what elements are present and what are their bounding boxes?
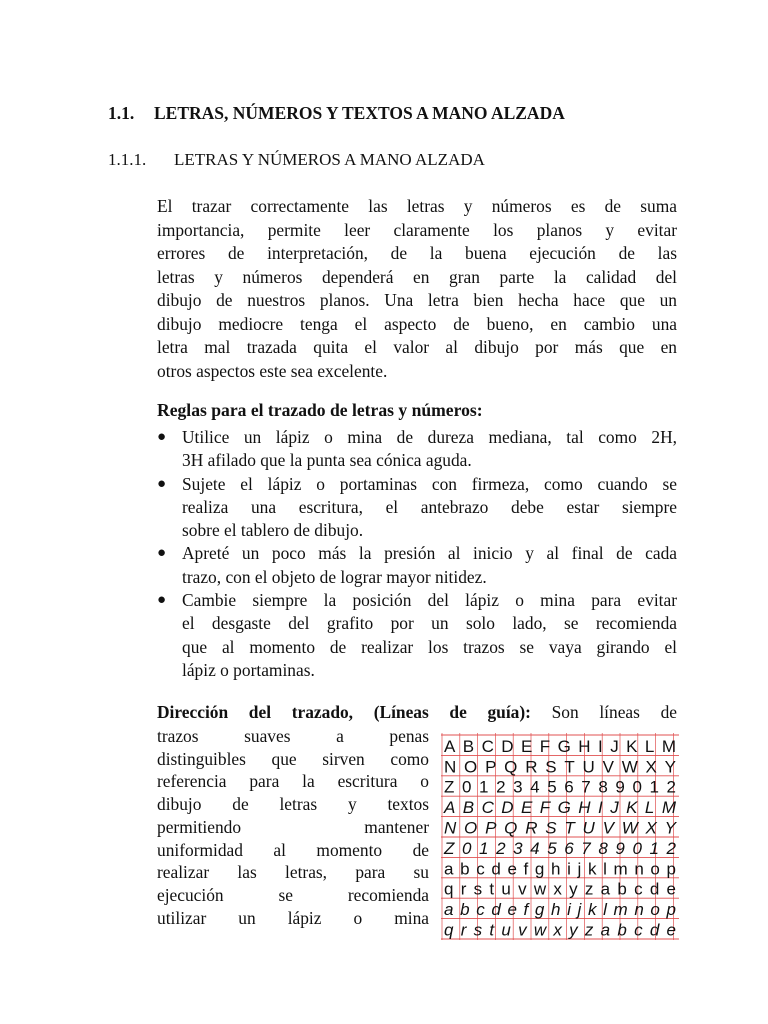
- direction-title: Dirección del trazado, (Líneas de guía):: [157, 702, 531, 722]
- rule-line: 3H afilado que la punta sea cónica aguda.: [182, 450, 472, 471]
- paragraph-line: errores de interpretación, de la buena ejecución de las: [157, 243, 677, 263]
- rule-line: realiza una escritura, el antebrazo debe estar siempre: [182, 496, 677, 517]
- paragraph-line: utilizar un lápiz o mina: [157, 907, 429, 928]
- rules-list: [157, 426, 677, 682]
- bullet-icon: ●: [157, 545, 167, 562]
- paragraph-line: letras y números dependerá en gran parte la calidad del: [157, 266, 677, 287]
- paragraph-line: trazos suaves a penas: [157, 726, 429, 746]
- rule-line: trazo, con el objeto de lograr mayor nitidez.: [182, 566, 487, 587]
- paragraph-line: dibujo mediocre tenga el aspecto de bueno, en cambio una: [157, 313, 677, 334]
- rule-line: Apreté un poco más la presión al inicio y al final de cada: [182, 543, 677, 564]
- paragraph-line: El trazar correctamente las letras y números es de suma: [157, 196, 677, 216]
- bullet-icon: ●: [157, 429, 167, 445]
- direction-heading-line: [157, 701, 677, 725]
- direction-heading: [157, 701, 677, 725]
- rule-line: Utilice un lápiz o mina de dureza mediana, tal como 2H,: [182, 427, 677, 447]
- section-number: 1.1.: [108, 103, 135, 123]
- paragraph-line: dibujo de letras y textos: [157, 794, 429, 815]
- direction-title-rest: Son líneas de: [530, 702, 677, 722]
- lettering-guide-chart: [441, 733, 679, 940]
- lettering-row: NOPQRSTUVWXY: [444, 818, 676, 838]
- lettering-row: qrstuvwxyzabcde: [444, 879, 676, 899]
- rule-item: [157, 589, 677, 682]
- paragraph-line: importancia, permite leer claramente los planos y evitar: [157, 219, 677, 240]
- rule-line: Sujete el lápiz o portaminas con firmeza, como cuando se: [182, 473, 677, 494]
- subsection-heading: [108, 150, 485, 170]
- rule-line: sobre el tablero de dibujo.: [182, 520, 364, 541]
- paragraph-line: otros aspectos este sea excelente.: [157, 360, 388, 381]
- rule-item: [157, 426, 677, 473]
- lettering-row: abcdefghijklmnop: [444, 859, 676, 879]
- rule-item: [157, 473, 677, 543]
- rules-heading: Reglas para el trazado de letras y números:: [157, 400, 483, 420]
- rule-item: [157, 542, 677, 589]
- paragraph-line: ejecución se recomienda: [157, 884, 429, 905]
- lettering-row: Z0123456789012: [444, 838, 676, 858]
- paragraph-line: permitiendo mantener: [157, 816, 429, 837]
- lettering-row: Z0123456789012: [444, 777, 676, 797]
- rule-line: lápiz o portaminas.: [182, 659, 315, 680]
- paragraph-line: dibujo de nuestros planos. Una letra bien hecha hace que un: [157, 290, 677, 310]
- lettering-row: NOPQRSTUVWXY: [444, 757, 676, 777]
- rule-line: el desgaste del grafito por un solo lado, se recomienda: [182, 613, 677, 634]
- paragraph-line: realizar las letras, para su: [157, 862, 429, 883]
- lettering-row: ABCDEFGHIJKLM: [444, 798, 676, 818]
- lettering-row: ABCDEFGHIJKLM: [444, 736, 676, 756]
- paragraph-line: letra mal trazada quita el valor al dibujo por más que en: [157, 337, 677, 357]
- bullet-icon: ●: [157, 592, 167, 609]
- bullet-icon: ●: [157, 475, 167, 492]
- section-title: LETRAS, NÚMEROS Y TEXTOS A MANO ALZADA: [154, 103, 565, 123]
- paragraph-line: distinguibles que sirven como: [157, 748, 429, 769]
- subsection-title: LETRAS Y NÚMEROS A MANO ALZADA: [174, 150, 485, 169]
- lettering-row: abcdefghijklmnop: [444, 900, 676, 920]
- subsection-number: 1.1.1.: [108, 150, 147, 169]
- section-heading: [108, 103, 565, 124]
- paragraph-line: uniformidad al momento de: [157, 839, 429, 860]
- rule-line: que al momento de realizar los trazos se vaya girando el: [182, 636, 677, 657]
- intro-paragraph: [157, 195, 677, 383]
- rule-line: Cambie siempre la posición del lápiz o mina para evitar: [182, 590, 677, 611]
- lettering-row: qrstuvwxyzabcde: [444, 920, 676, 940]
- paragraph-line: referencia para la escritura o: [157, 771, 429, 792]
- direction-paragraph: [157, 725, 429, 929]
